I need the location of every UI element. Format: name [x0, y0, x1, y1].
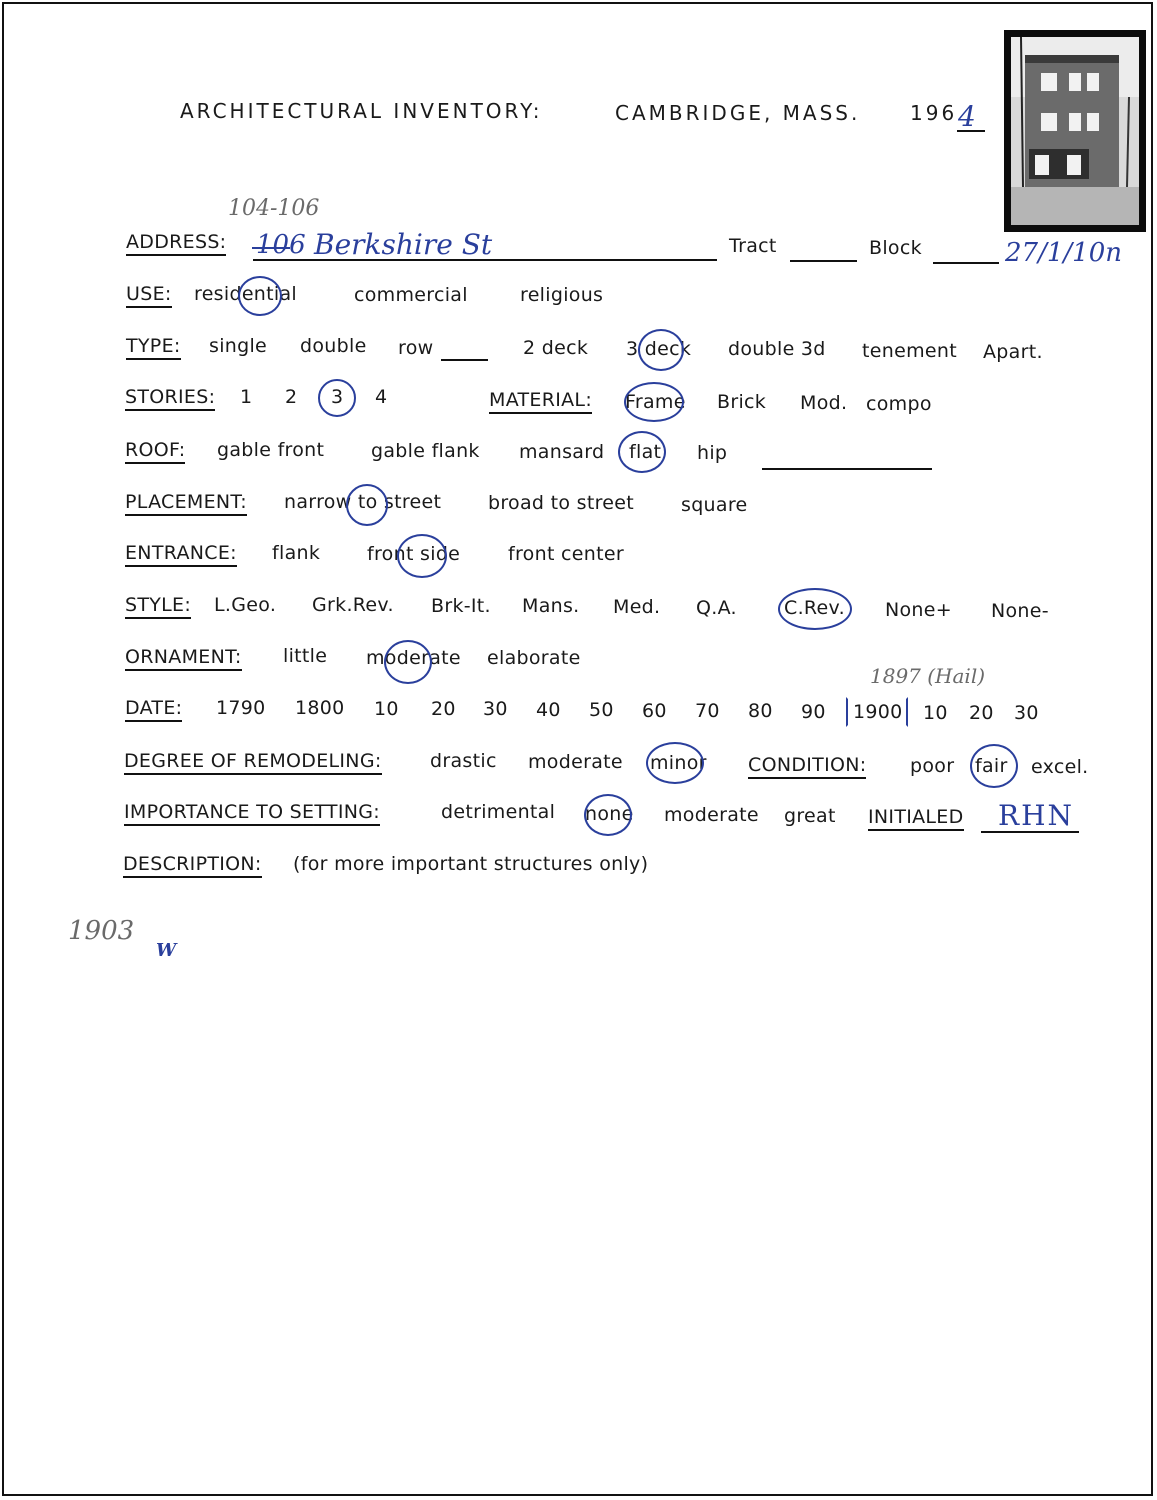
stories-selection-circle — [318, 379, 356, 417]
roof-option-gable-front: gable front — [217, 439, 325, 461]
description-year-handwritten: 1903 — [68, 916, 135, 946]
remodeling-option-minor: minor — [650, 752, 707, 774]
stories-option-3: 3 — [331, 386, 344, 408]
entrance-option-flank: flank — [272, 542, 321, 564]
form-year-printed: 196 — [910, 101, 958, 125]
style-option-qa: Q.A. — [696, 597, 737, 619]
roof-blank-line — [762, 468, 932, 470]
description-label: DESCRIPTION: — [123, 853, 262, 878]
entrance-option-front-side: front side — [367, 543, 461, 565]
roof-selection-circle — [618, 431, 666, 473]
style-option-brk-it: Brk-It. — [431, 595, 491, 617]
material-option-mod: Mod. — [800, 392, 848, 414]
initialed-label: INITIALED — [868, 806, 964, 831]
year-underline — [957, 130, 985, 132]
date-selection-bracket — [846, 697, 908, 727]
roof-option-gable-flank: gable flank — [371, 440, 480, 462]
remodeling-label: DEGREE OF REMODELING: — [124, 750, 382, 775]
date-option-90: 90 — [801, 701, 826, 723]
ornament-option-elaborate: elaborate — [487, 647, 581, 669]
use-option-religious: religious — [520, 284, 604, 306]
type-option-row: row — [398, 337, 434, 359]
stories-option-2: 2 — [285, 386, 298, 408]
type-selection-circle — [638, 329, 684, 371]
style-option-grk-rev: Grk.Rev. — [312, 594, 394, 616]
date-option-40: 40 — [536, 699, 561, 721]
remodeling-selection-circle — [646, 742, 704, 784]
style-option-none-minus: None- — [991, 600, 1049, 622]
type-option-2-deck: 2 deck — [523, 337, 589, 359]
material-option-brick: Brick — [717, 391, 767, 413]
importance-label: IMPORTANCE TO SETTING: — [124, 801, 380, 826]
stories-label: STORIES: — [125, 386, 215, 411]
entrance-label: ENTRANCE: — [125, 542, 237, 567]
style-label: STYLE: — [125, 594, 191, 619]
material-selection-circle — [624, 382, 684, 422]
ornament-selection-circle — [384, 640, 432, 684]
style-option-none-plus: None+ — [885, 599, 952, 621]
use-option-commercial: commercial — [354, 284, 468, 306]
address-old-number: 106 — [256, 230, 306, 260]
style-option-c-rev: C.Rev. — [784, 597, 845, 619]
stories-option-1: 1 — [240, 386, 253, 408]
condition-option-fair: fair — [975, 755, 1008, 777]
tract-blank-line — [790, 260, 857, 262]
type-row-blank-line — [441, 359, 488, 361]
roof-option-flat: flat — [629, 441, 662, 463]
ornament-option-little: little — [283, 645, 328, 667]
date-option-1900: 1900 — [853, 701, 903, 723]
style-selection-circle — [778, 588, 852, 630]
roof-label: ROOF: — [125, 439, 185, 464]
importance-option-great: great — [784, 805, 836, 827]
block-blank-line — [933, 262, 999, 264]
tract-label: Tract — [729, 235, 777, 257]
type-label: TYPE: — [126, 335, 181, 360]
placement-selection-circle — [346, 484, 388, 526]
form-title: ARCHITECTURAL INVENTORY: — [180, 99, 543, 123]
importance-selection-circle — [584, 794, 632, 836]
date-option-1790: 1790 — [216, 697, 266, 719]
ornament-label: ORNAMENT: — [125, 646, 242, 671]
address-number-strikethrough — [252, 247, 290, 249]
use-option-residential: residential — [194, 283, 298, 305]
roof-option-hip: hip — [697, 442, 728, 464]
type-option-3-deck: 3 deck — [626, 338, 692, 360]
type-option-double: double — [300, 335, 367, 357]
condition-option-poor: poor — [910, 755, 955, 777]
type-option-tenement: tenement — [862, 340, 957, 362]
date-option-70: 70 — [695, 700, 720, 722]
remodeling-option-moderate: moderate — [528, 751, 623, 773]
form-city: CAMBRIDGE, MASS. — [615, 101, 861, 125]
material-label: MATERIAL: — [489, 389, 592, 414]
building-photo — [1004, 30, 1146, 232]
condition-label: CONDITION: — [748, 754, 866, 779]
roof-option-mansard: mansard — [519, 441, 605, 463]
importance-option-moderate: moderate — [664, 804, 759, 826]
date-option-20: 20 — [431, 698, 456, 720]
placement-option-narrow: narrow to street — [284, 491, 442, 513]
style-option-mans: Mans. — [522, 595, 580, 617]
initialed-value-handwritten: RHN — [998, 799, 1074, 832]
date-label: DATE: — [125, 697, 182, 722]
entrance-selection-circle — [397, 534, 447, 578]
entrance-option-front-center: front center — [508, 543, 624, 565]
description-note: (for more important structures only) — [293, 853, 649, 875]
condition-option-excel: excel. — [1031, 756, 1089, 778]
use-label: USE: — [126, 283, 172, 308]
date-option-30: 30 — [483, 698, 508, 720]
date-option-1930: 30 — [1014, 702, 1039, 724]
material-option-compo: compo — [866, 393, 932, 415]
address-label: ADDRESS: — [126, 231, 226, 256]
use-selection-circle — [238, 276, 282, 316]
style-option-med: Med. — [613, 596, 661, 618]
form-year-handwritten: 4 — [958, 100, 976, 133]
importance-option-detrimental: detrimental — [441, 801, 556, 823]
date-option-80: 80 — [748, 700, 773, 722]
condition-selection-circle — [970, 744, 1018, 788]
date-option-60: 60 — [642, 700, 667, 722]
style-option-l-geo: L.Geo. — [214, 594, 277, 616]
date-option-1920: 20 — [969, 702, 994, 724]
date-option-1800: 1800 — [295, 697, 345, 719]
block-label: Block — [869, 237, 922, 259]
importance-option-none: none — [585, 803, 634, 825]
address-number-handwritten: 104-106 — [228, 196, 320, 221]
date-annotation-handwritten: 1897 (Hail) — [870, 664, 986, 688]
placement-option-square: square — [681, 494, 748, 516]
material-option-frame: Frame — [625, 391, 686, 413]
date-option-50: 50 — [589, 699, 614, 721]
type-option-double-3d: double 3d — [728, 338, 826, 360]
date-option-1910: 10 — [923, 702, 948, 724]
description-mark-handwritten: W — [156, 940, 177, 961]
stories-option-4: 4 — [375, 386, 388, 408]
type-option-single: single — [209, 335, 268, 357]
placement-label: PLACEMENT: — [125, 491, 247, 516]
address-blank-line — [253, 259, 717, 261]
block-handwritten: 27/1/10n — [1005, 238, 1122, 268]
remodeling-option-drastic: drastic — [430, 750, 497, 772]
placement-option-broad: broad to street — [488, 492, 635, 514]
address-street-handwritten: Berkshire St — [314, 228, 493, 261]
ornament-option-moderate: moderate — [366, 647, 461, 669]
date-option-10: 10 — [374, 698, 399, 720]
type-option-apart: Apart. — [983, 341, 1043, 363]
